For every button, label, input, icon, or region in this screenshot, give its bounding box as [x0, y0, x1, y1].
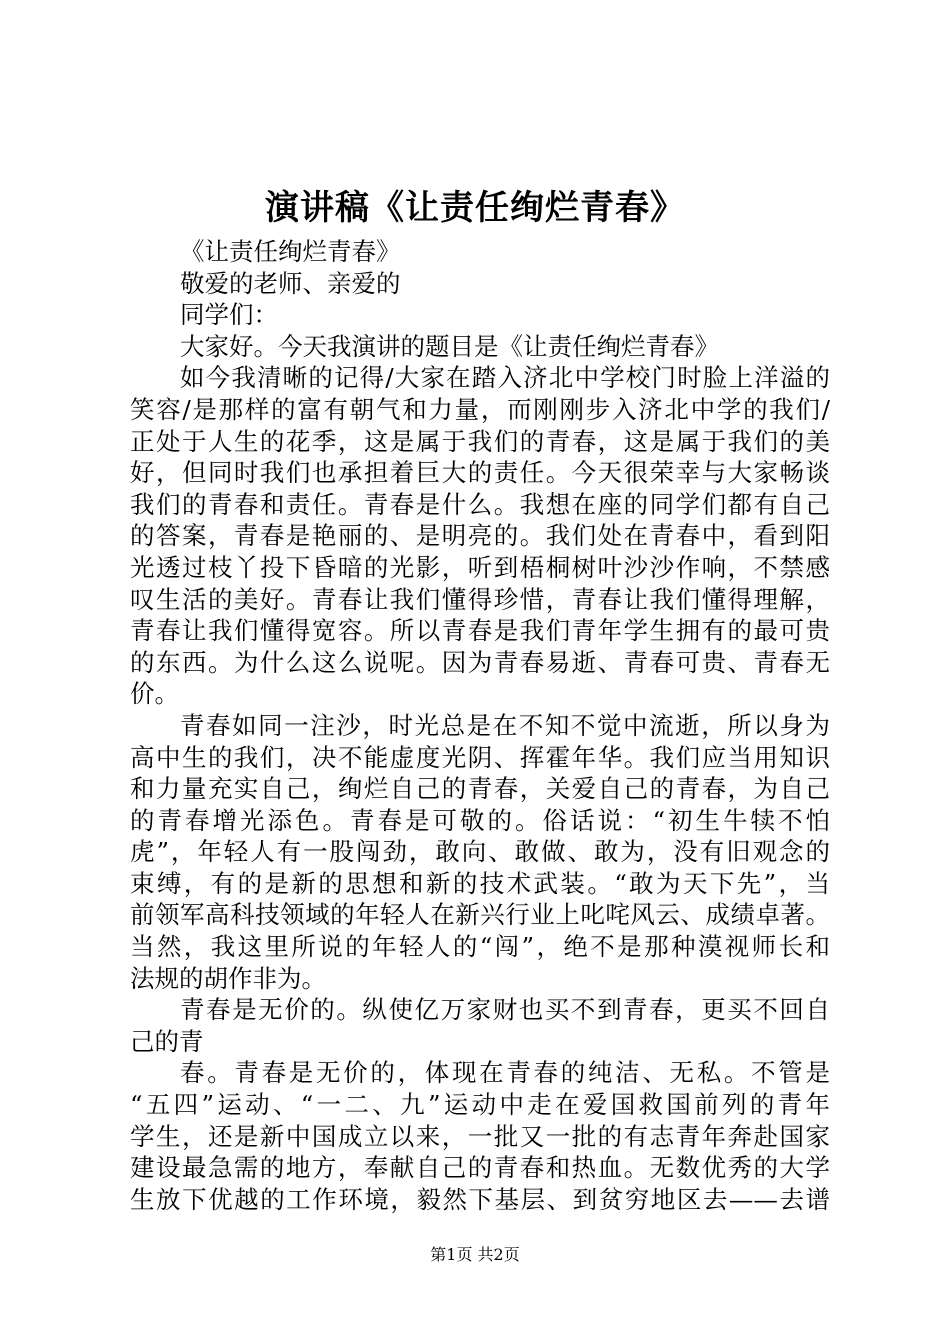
body-line: 叹生活的美好。青春让我们懂得珍惜，青春让我们懂得理解，	[130, 584, 830, 614]
body-line: 和力量充实自己，绚烂自己的青春，关爱自己的青春，为自己	[130, 774, 830, 804]
body-line: 的青春增光添色。青春是可敬的。俗话说：“初生牛犊不怕	[130, 805, 830, 835]
page-number-footer: 第1页 共2页	[430, 1245, 520, 1264]
body-line: 光透过枝丫投下昏暗的光影，听到梧桐树叶沙沙作响，不禁感	[130, 552, 830, 582]
body-line: 正处于人生的花季，这是属于我们的青春，这是属于我们的美	[130, 426, 830, 456]
body-line: 如今我清晰的记得/大家在踏入济北中学校门时脸上洋溢的	[180, 363, 830, 393]
body-line: 学生，还是新中国成立以来，一批又一批的有志青年奔赴国家	[130, 1121, 830, 1151]
body-line: 的东西。为什么这么说呢。因为青春易逝、青春可贵、青春无	[130, 647, 830, 677]
body-line: 我们的青春和责任。青春是什么。我想在座的同学们都有自己	[130, 489, 830, 519]
document-body	[130, 236, 830, 1215]
body-line: 青春是无价的。纵使亿万家财也买不到青春，更买不回自	[180, 995, 830, 1025]
body-line: 束缚，有的是新的思想和新的技术武装。“敢为天下先”，当	[130, 868, 830, 898]
body-line: 春。青春是无价的，体现在青春的纯洁、无私。不管是	[180, 1058, 830, 1088]
body-line: 己的青	[130, 1026, 204, 1056]
body-line: “五四”运动、“一二、九”运动中走在爱国救国前列的青年	[130, 1090, 830, 1120]
body-line: 的答案，青春是艳丽的、是明亮的。我们处在青春中，看到阳	[130, 521, 830, 551]
body-line: 同学们：	[180, 300, 278, 330]
body-line: 价。	[130, 679, 179, 709]
body-line: 建设最急需的地方，奉献自己的青春和热血。无数优秀的大学	[130, 1153, 830, 1183]
body-line: 敬爱的老师、亲爱的	[180, 268, 401, 298]
body-line: 青春让我们懂得宽容。所以青春是我们青年学生拥有的最可贵	[130, 616, 830, 646]
body-line: 前领军高科技领域的年轻人在新兴行业上叱咤风云、成绩卓著。	[130, 900, 830, 930]
body-line: 大家好。今天我演讲的题目是《让责任绚烂青春》	[180, 331, 719, 361]
body-line: 笑容/是那样的富有朝气和力量，而刚刚步入济北中学的我们/	[130, 394, 830, 424]
body-line: 法规的胡作非为。	[130, 963, 326, 993]
document-title: 演讲稿《让责任绚烂青春》	[265, 188, 685, 228]
body-line: 当然，我这里所说的年轻人的“闯”，绝不是那种漠视师长和	[130, 932, 830, 962]
body-line: 虎”，年轻人有一股闯劲，敢向、敢做、敢为，没有旧观念的	[130, 837, 830, 867]
body-line: 《让责任绚烂青春》	[180, 237, 401, 266]
body-line: 青春如同一注沙，时光总是在不知不觉中流逝，所以身为	[180, 710, 830, 740]
body-line: 高中生的我们，决不能虚度光阴、挥霍年华。我们应当用知识	[130, 742, 830, 772]
body-line: 好，但同时我们也承担着巨大的责任。今天很荣幸与大家畅谈	[130, 458, 830, 488]
body-line: 生放下优越的工作环境，毅然下基层、到贫穷地区去——去谱	[130, 1184, 830, 1214]
